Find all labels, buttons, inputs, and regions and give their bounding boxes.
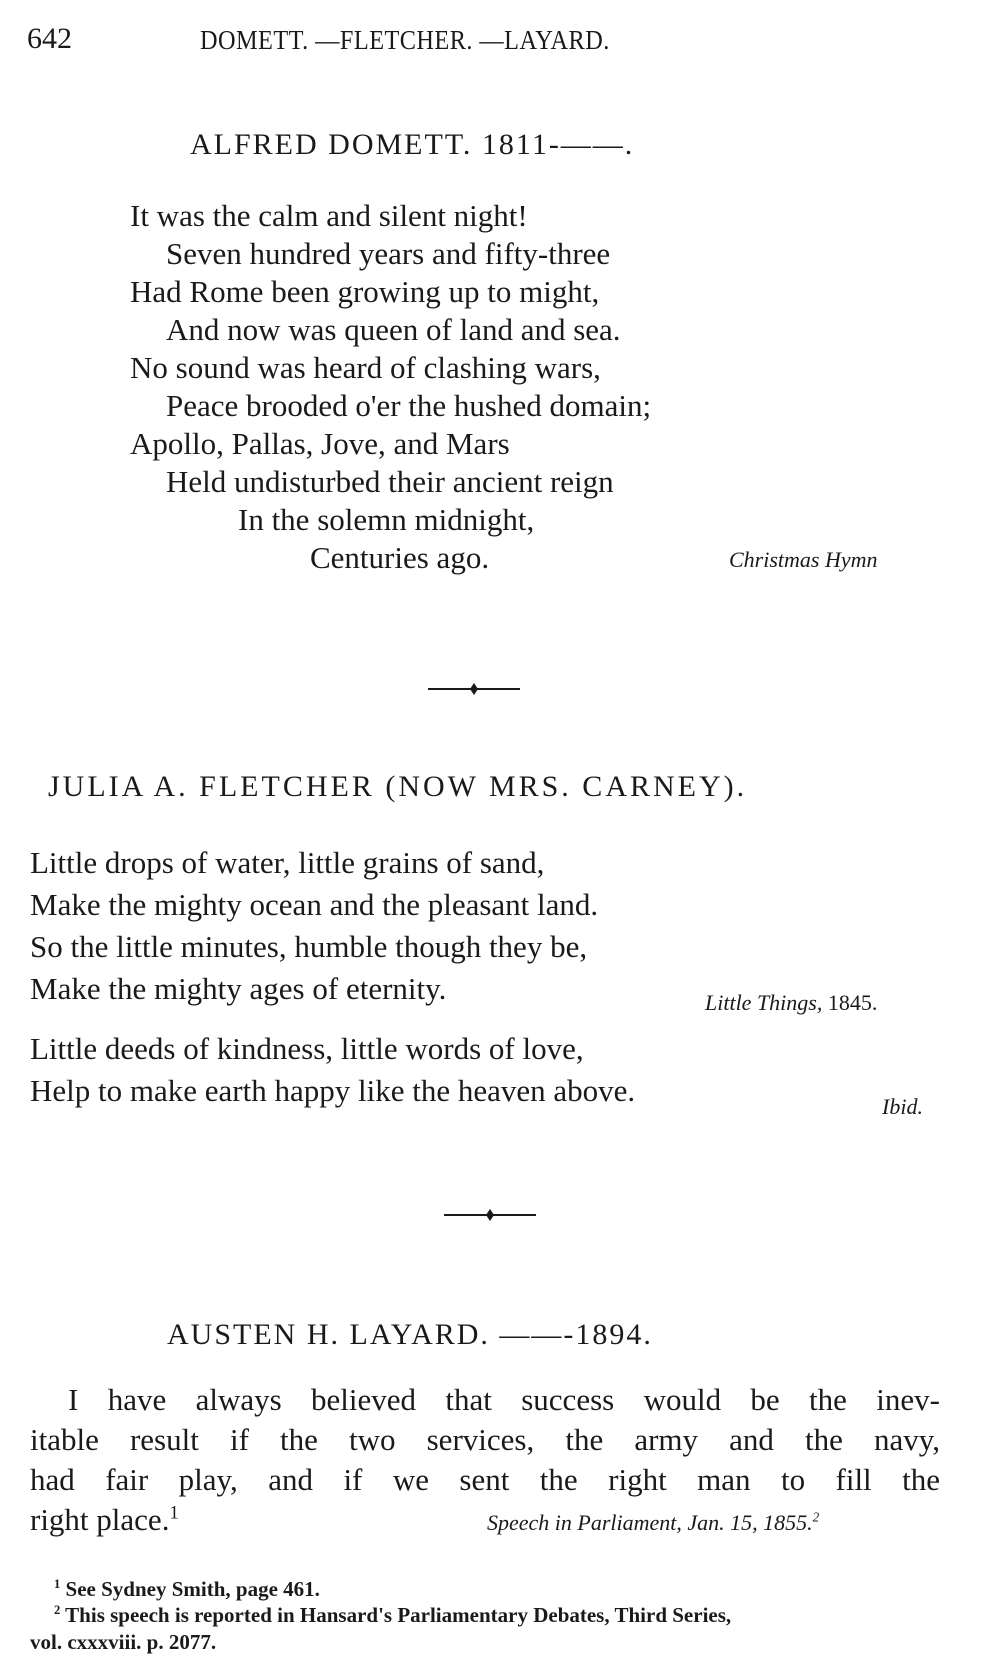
footnote-text: See Sydney Smith, page 461. (65, 1577, 320, 1601)
verse-line: Help to make earth happy like the heaven above. (30, 1073, 636, 1108)
verse-line: Apollo, Pallas, Jove, and Mars (130, 426, 510, 461)
verse-line: Had Rome been growing up to might, (130, 274, 600, 309)
verse-line: Held undisturbed their ancient reign (166, 464, 614, 499)
citation (705, 990, 877, 1016)
footnote (54, 1603, 731, 1628)
prose-line-text: right place. (30, 1502, 170, 1537)
citation: Ibid. (882, 1094, 923, 1119)
verse-line: And now was queen of land and sea. (166, 312, 621, 347)
footnote-ref: 2 (812, 1509, 820, 1525)
section-heading: JULIA A. FLETCHER (NOW MRS. CARNEY). (48, 770, 748, 803)
verse-line: It was the calm and silent night! (130, 198, 528, 233)
section-separator-ornament (428, 683, 520, 695)
verse-line: Centuries ago. (310, 540, 490, 575)
prose-line: I have always believed that success would be the inev- (68, 1382, 940, 1417)
citation-text: Speech in Parliament, Jan. 15, 1855. (487, 1510, 813, 1535)
prose-line: had fair play, and if we sent the right man to fill the (30, 1462, 940, 1497)
footnote-text: This speech is reported in Hansard's Parliamentary Debates, Third Series, (65, 1603, 732, 1627)
prose-line: itable result if the two services, the army and the navy, (30, 1422, 940, 1457)
verse-line: No sound was heard of clashing wars, (130, 350, 601, 385)
citation-title: Little Things, (705, 990, 823, 1015)
footnote-mark: 1 (54, 1577, 61, 1591)
verse-line: So the little minutes, humble though they be, (30, 929, 588, 964)
verse-line: Peace brooded o'er the hushed domain; (166, 388, 652, 423)
section-heading: AUSTEN H. LAYARD. ——-1894. (167, 1318, 653, 1351)
verse-line: Seven hundred years and fifty-three (166, 236, 611, 271)
verse-line: In the solemn midnight, (238, 502, 535, 537)
section-heading: ALFRED DOMETT. 1811-——. (190, 128, 635, 161)
footnote-mark: 2 (54, 1603, 61, 1617)
verse-line: Little drops of water, little grains of sand, (30, 845, 545, 880)
footnote-ref: 1 (169, 1502, 179, 1524)
verse-line: Make the mighty ages of eternity. (30, 971, 447, 1006)
footnote-continuation: vol. cxxxviii. p. 2077. (30, 1630, 217, 1654)
verse-line: Make the mighty ocean and the pleasant land. (30, 887, 599, 922)
verse-line: Little deeds of kindness, little words of love, (30, 1031, 584, 1066)
citation (487, 1510, 819, 1536)
page-number: 642 (27, 22, 72, 55)
footnote (54, 1577, 320, 1602)
citation-year: 1845. (827, 990, 878, 1015)
running-head-title: DOMETT. —FLETCHER. —LAYARD. (200, 25, 610, 55)
section-separator-ornament (444, 1209, 536, 1221)
citation: Christmas Hymn (729, 547, 878, 572)
